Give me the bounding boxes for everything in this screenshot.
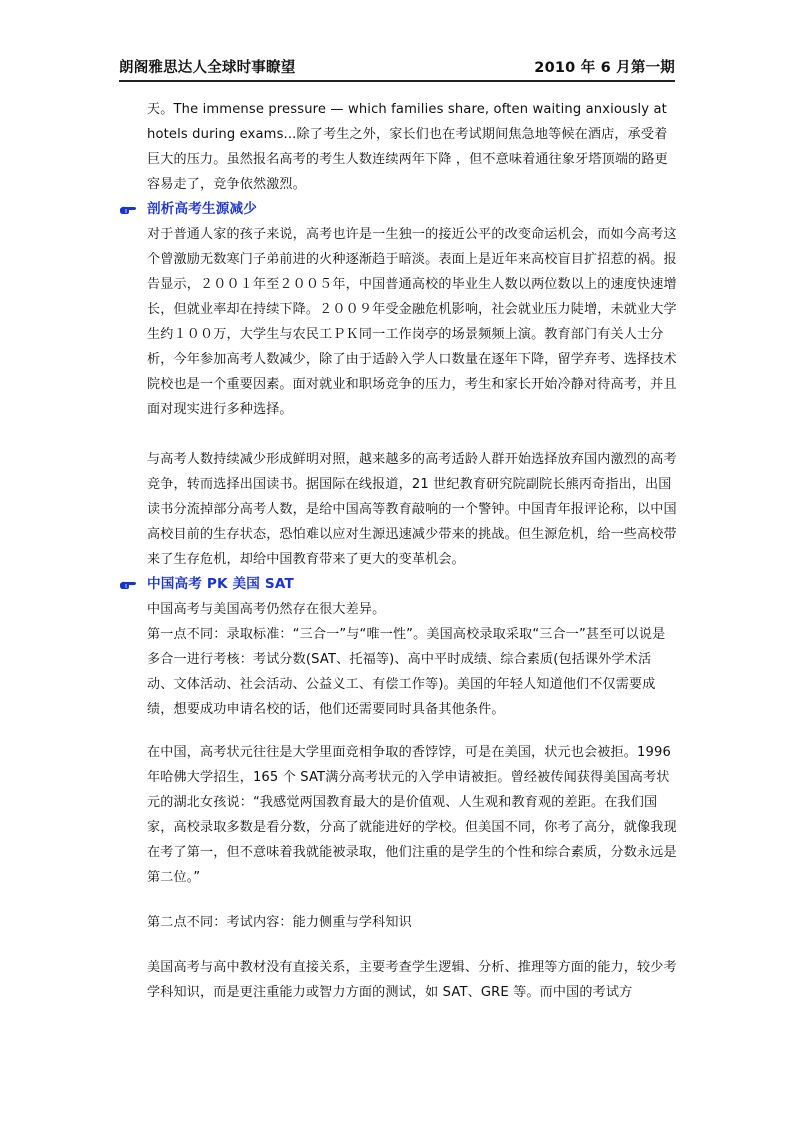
paragraph: 对于普通人家的孩子来说，高考也许是一生独一的接近公平的改变命运机会，而如今高考这个曾激励无数寒门子弟前进的火种逐渐趋于暗淡。表面上是近年来高校盲目扩招惹的祸。报告显示，２００１年至２００５年，中国普通高校的毕业生人数以两位数以上的速度快速增长，但就业率却在持续下降。２００９年受金融危机影响，社会就业压力陡增，未就业大学生约１００万，大学生与农民工ＰＫ同一工作岗亭的场景频频上演。教育部门有关人士分析，今年参加高考人数减少，除了由于适龄入学人口数量在逐年下降，留学弃考、选择技术院校也是一个重要因素。面对就业和职场竞争的压力，考生和家长开始冷静对待高考，并且面对现实进行多种选择。 <box>147 227 677 417</box>
paragraph: 天。The immense pressure — which families share, often waiting anxiously at hotels during exams...除了考生之外，家长们也在考试期间焦急地等候在酒店，承受着巨大的压力。虽然报名高考的考生人数连续两年下降 ，但不意味着通往象牙塔顶端的路更容易走了，竞争依然激烈。 <box>147 102 668 192</box>
paragraph: 在中国，高考状元往往是大学里面竞相争取的香饽饽，可是在美国，状元也会被拒。1996 年哈佛大学招生，165 个 SAT满分高考状元的入学申请被拒。曾经被传闻获得美国高考状元的湖北女孩说：“我感觉两国教育最大的是价值观、人生观和教育观的差距。在我们国家，高校录取多数是看分数，分高了就能进好的学校。但美国不同，你考了高分，就像我现在考了第一，但不意味着我就能被录取，他们注重的是学生的个性和综合素质，分数永远是第二位。” <box>147 745 677 885</box>
paragraph-subheading: 第二点不同：考试内容：能力侧重与学科知识 <box>147 915 412 930</box>
section-heading-text: 中国高考 PK 美国 SAT <box>147 576 294 592</box>
pointing-hand-icon <box>119 203 137 215</box>
article-body <box>147 97 677 1005</box>
issue-label: 2010 年 6 月第一期 <box>534 60 675 76</box>
section-heading-china-vs-sat <box>147 572 677 597</box>
publication-title: 朗阁雅思达人全球时事瞭望 <box>119 60 296 76</box>
section-heading-enrollment-decline <box>147 197 677 222</box>
paragraph: 与高考人数持续减少形成鲜明对照，越来越多的高考适龄人群开始选择放弃国内激烈的高考竞争，转而选择出国读书。据国际在线报道，21 世纪教育研究院副院长熊丙奇指出，出国读书分流掉部分高考人数，是给中国高等教育敲响的一个警钟。中国青年报评论称，以中国高校目前的生存状态，恐怕难以应对生源迅速减少带来的挑战。但生源危机，给一些高校带来了生存危机，却给中国教育带来了更大的变革机会。 <box>147 452 677 567</box>
paragraph: 中国高考与美国高考仍然存在很大差异。 <box>147 602 386 617</box>
section-heading-text: 剖析高考生源减少 <box>147 201 257 217</box>
paragraph: 第一点不同：录取标准：“三合一”与“唯一性”。美国高校录取采取“三合一”甚至可以说是多合一进行考核：考试分数(SAT、托福等)、高中平时成绩、综合素质(包括课外学术活动、文体活动、社会活动、公益义工、有偿工作等)。美国的年轻人知道他们不仅需要成绩，想要成功申请名校的话，他们还需要同时具备其他条件。 <box>147 627 666 717</box>
page-header <box>119 58 675 82</box>
paragraph: 美国高考与高中教材没有直接关系，主要考查学生逻辑、分析、推理等方面的能力，较少考学科知识，而是更注重能力或智力方面的测试，如 SAT、GRE 等。而中国的考试方 <box>147 960 677 1000</box>
pointing-hand-icon <box>119 578 137 590</box>
